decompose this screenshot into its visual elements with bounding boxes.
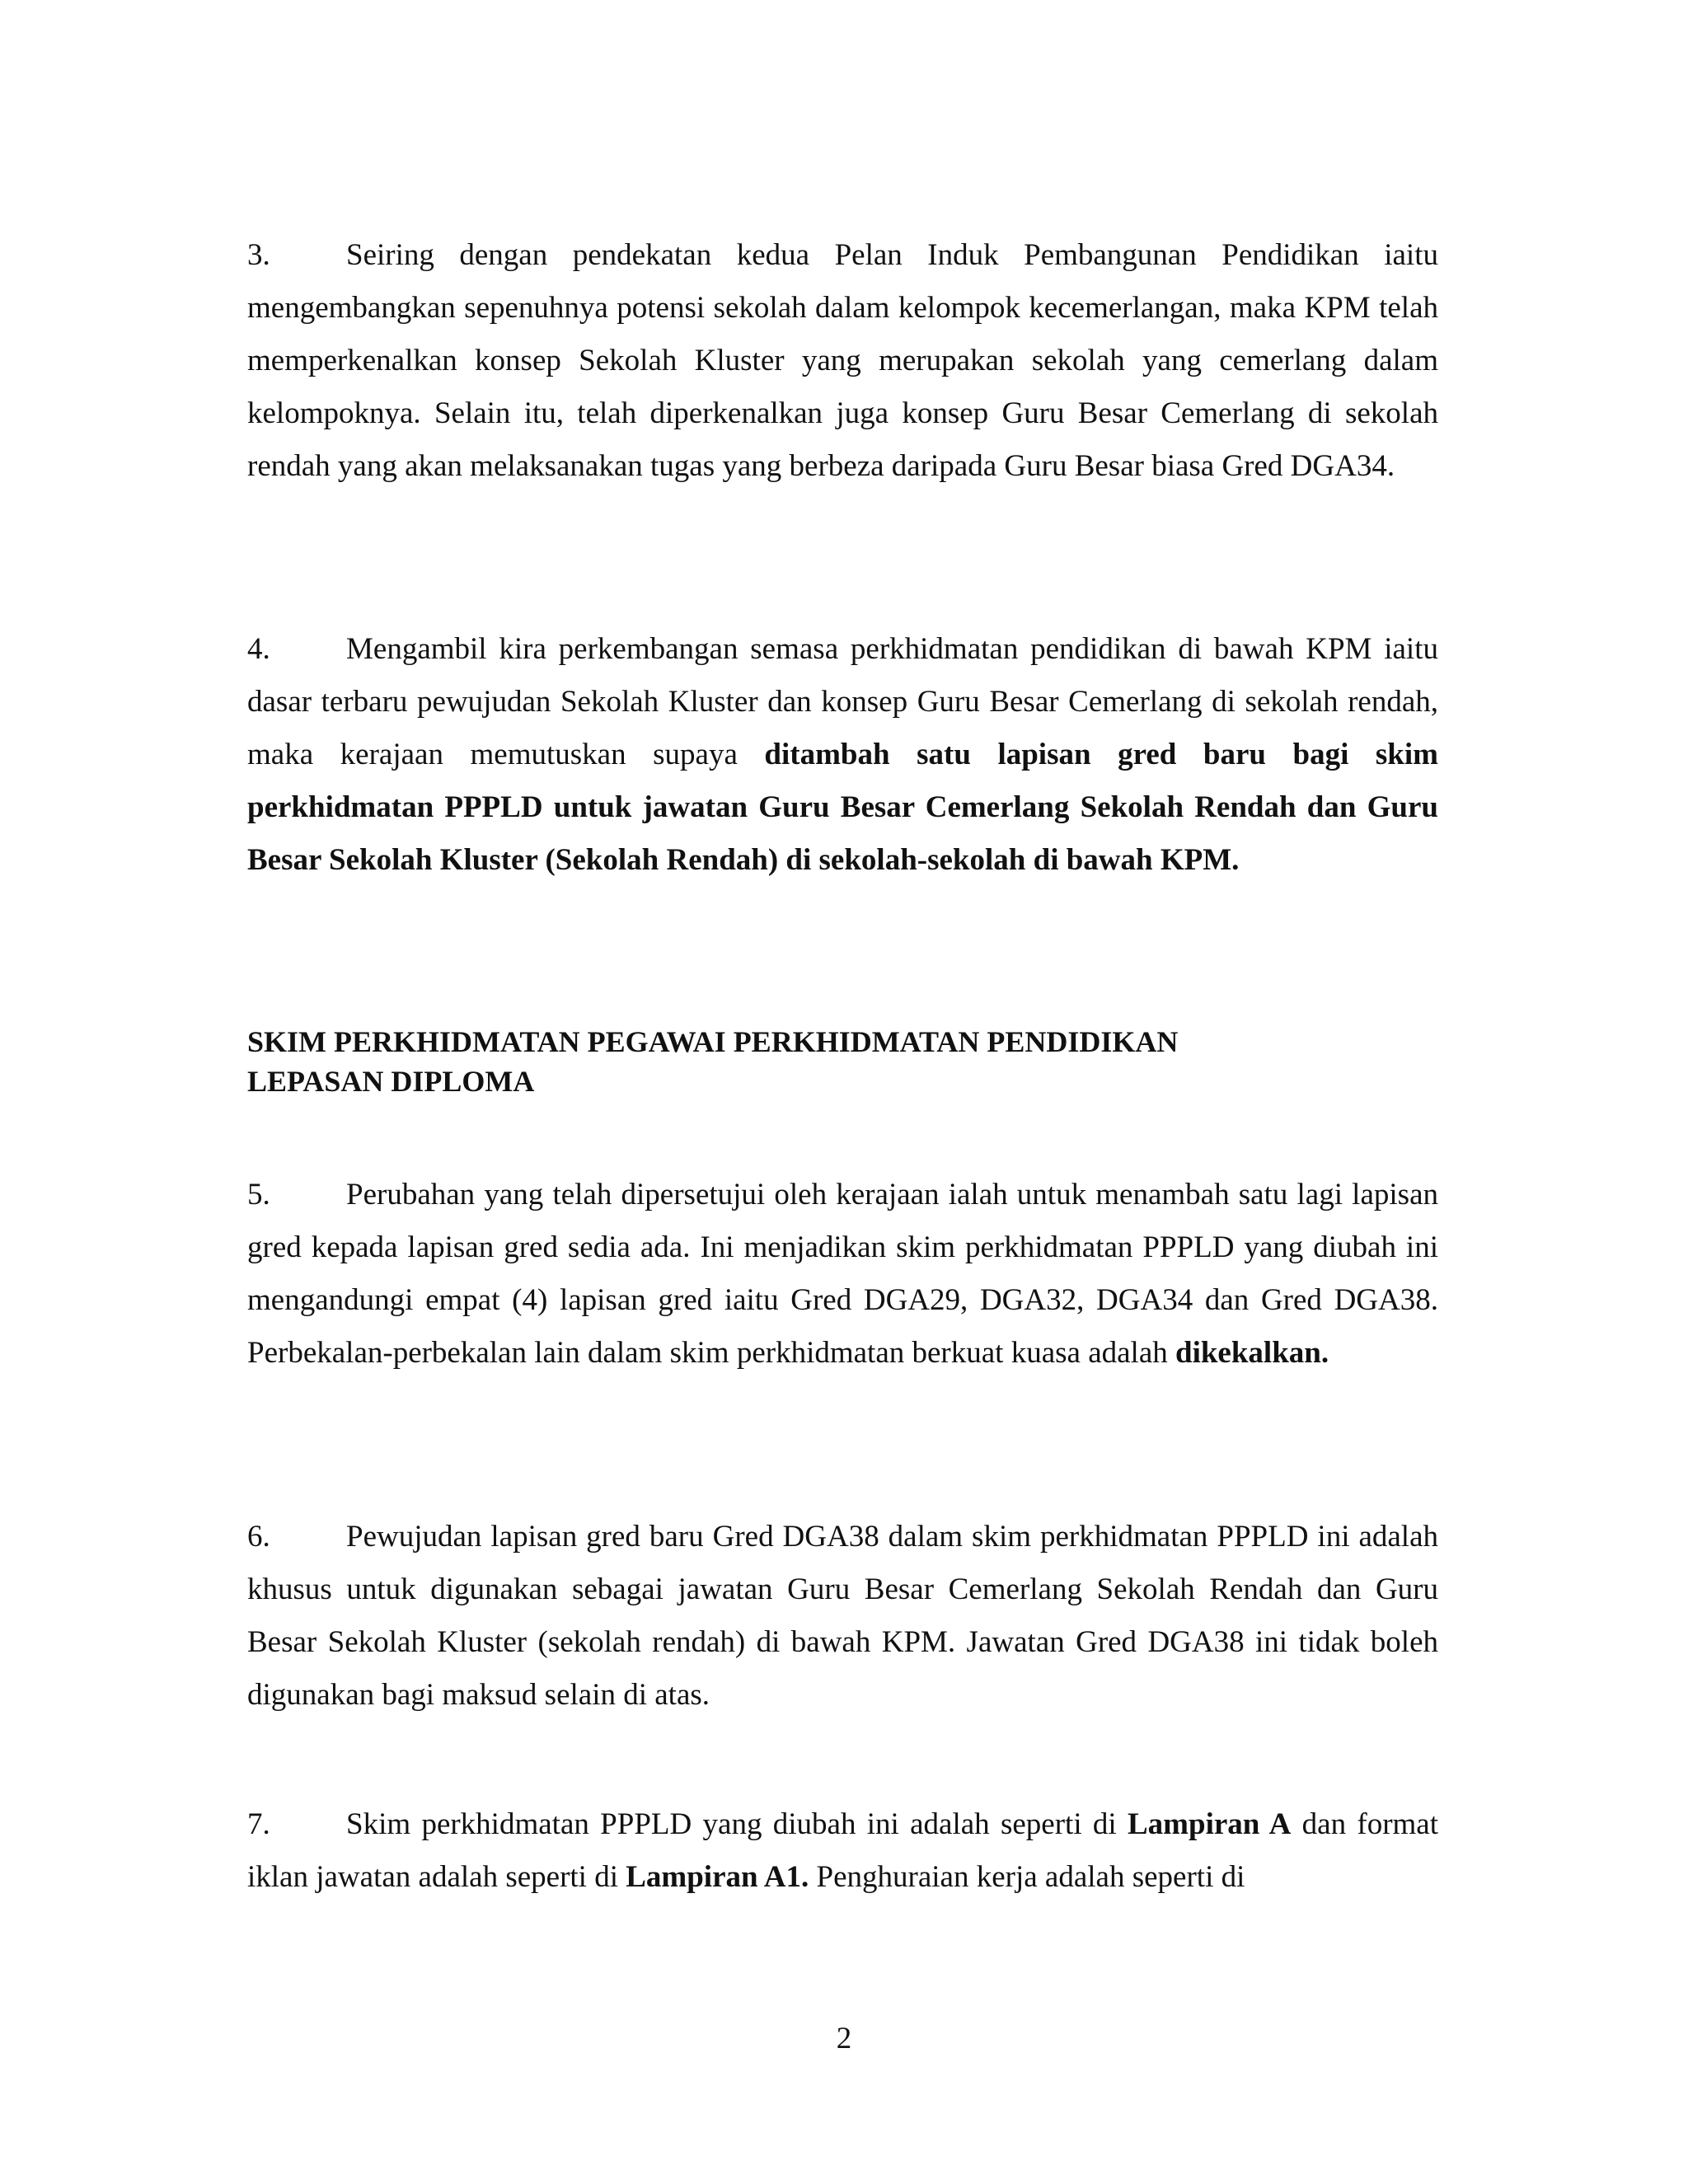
paragraph-bold-text: dikekalkan. [1175, 1336, 1329, 1370]
paragraph-number: 3. [247, 238, 270, 272]
paragraph-text: Perubahan yang telah dipersetujui oleh kerajaan ialah untuk menambah satu lagi lapisan gred kepada lapisan gred sedia ada. Ini menjadikan skim perkhidmatan PPPLD yang diubah ini mengandungi empat (4) lapisan gred iaitu Gred DGA29, DGA32, DGA34 dan Gred DGA38. Perbekalan-perbekalan lain dalam skim perkhidmatan berkuat kuasa adalah [247, 1178, 1438, 1370]
paragraph-number: 6. [247, 1520, 270, 1554]
paragraph-text: Mengambil kira perkembangan semasa perkhidmatan pendidikan di bawah KPM iaitu dasar terbaru pewujudan Sekolah Kluster dan konsep Guru Besar Cemerlang di sekolah rendah, maka kerajaan memutuskan supaya [247, 632, 1438, 771]
paragraph-7 [247, 1798, 1438, 1904]
paragraph-4 [247, 623, 1438, 887]
paragraph-bold-text: Lampiran A [1128, 1807, 1292, 1841]
section-heading [247, 1022, 1438, 1101]
paragraph-bold-text: Lampiran A1. [626, 1860, 809, 1894]
paragraph-5 [247, 1169, 1438, 1380]
paragraph-text: Penghuraian kerja adalah seperti di [809, 1860, 1245, 1894]
paragraph-bold-text: ditambah satu lapisan gred baru bagi skim perkhidmatan PPPLD untuk jawatan Guru Besar Cemerlang Sekolah Rendah dan Guru Besar Sekolah Kluster (Sekolah Rendah) di sekolah-sekolah di bawah KPM. [247, 738, 1438, 877]
section-heading-line: SKIM PERKHIDMATAN PEGAWAI PERKHIDMATAN PENDIDIKAN [247, 1025, 1179, 1058]
paragraph-3 [247, 229, 1438, 493]
paragraph-text: Seiring dengan pendekatan kedua Pelan Induk Pembangunan Pendidikan iaitu mengembangkan sepenuhnya potensi sekolah dalam kelompok kecemerlangan, maka KPM telah memperkenalkan konsep Sekolah Kluster yang merupakan sekolah yang cemerlang dalam kelompoknya. Selain itu, telah diperkenalkan juga konsep Guru Besar Cemerlang di sekolah rendah yang akan melaksanakan tugas yang berbeza daripada Guru Besar biasa Gred DGA34. [247, 238, 1438, 483]
paragraph-number: 7. [247, 1807, 270, 1841]
section-heading-line: LEPASAN DIPLOMA [247, 1065, 535, 1098]
paragraph-number: 4. [247, 632, 270, 666]
paragraph-6 [247, 1511, 1438, 1722]
paragraph-text: Pewujudan lapisan gred baru Gred DGA38 dalam skim perkhidmatan PPPLD ini adalah khusus untuk digunakan sebagai jawatan Guru Besar Cemerlang Sekolah Rendah dan Guru Besar Sekolah Kluster (sekolah rendah) di bawah KPM. Jawatan Gred DGA38 ini tidak boleh digunakan bagi maksud selain di atas. [247, 1520, 1438, 1712]
paragraph-text: dan format iklan jawatan adalah seperti di [247, 1807, 1438, 1894]
page-number: 2 [836, 2022, 852, 2055]
paragraph-text: Skim perkhidmatan PPPLD yang diubah ini adalah seperti di [346, 1807, 1128, 1841]
paragraph-number: 5. [247, 1178, 270, 1212]
